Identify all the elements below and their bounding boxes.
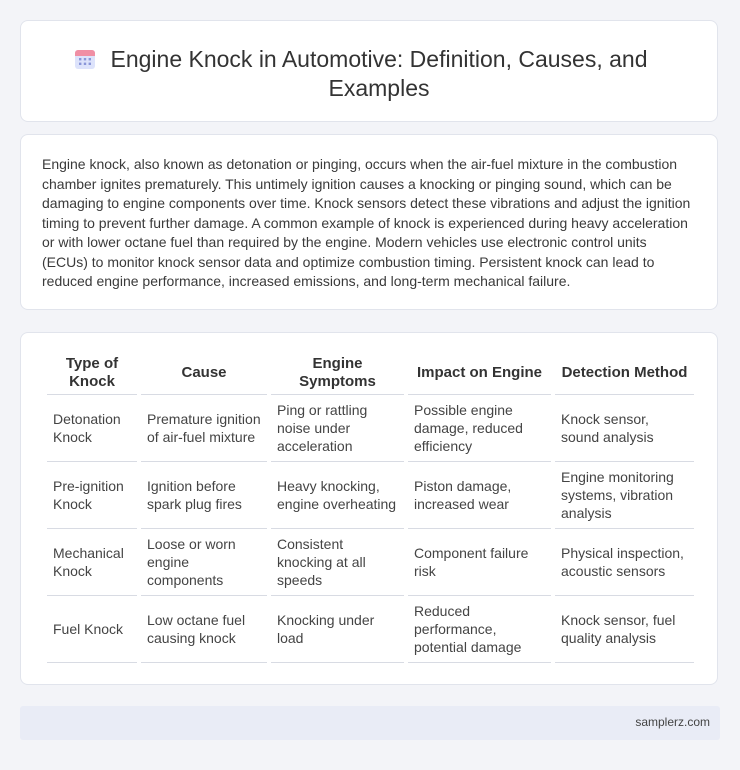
column-header: Engine Symptoms	[271, 351, 404, 395]
table-cell: Ignition before spark plug fires	[141, 462, 267, 529]
table-cell: Heavy knocking, engine overheating	[271, 462, 404, 529]
table-row	[47, 462, 694, 529]
intro-paragraph: Engine knock, also known as detonation or pinging, occurs when the air-fuel mixture in the combustion chamber ignites prematurely. This untimely ignition causes a knocking or pinging sound, which can be damaging to engine components over time. Knock sensors detect these vibrations and adjust the ignition timing to prevent further damage. A common example of knock is experienced during heavy acceleration or with lower octane fuel than required by the engine. Modern vehicles use electronic control units (ECUs) to monitor knock sensor data and optimize combustion timing. Persistent knock can lead to reduced engine performance, increased emissions, and long-term mechanical failure.	[42, 156, 691, 289]
table-cell: Knock sensor, fuel quality analysis	[555, 596, 694, 663]
site-link[interactable]: samplerz.com	[635, 715, 710, 729]
table-cell: Knock sensor, sound analysis	[555, 395, 694, 462]
table-row	[47, 395, 694, 462]
table-card	[20, 332, 718, 685]
column-header: Impact on Engine	[408, 351, 551, 395]
table-cell: Low octane fuel causing knock	[141, 596, 267, 663]
header-card	[20, 20, 718, 122]
page-title: Engine Knock in Automotive: Definition, Causes, and Examples	[110, 46, 648, 101]
table-cell: Physical inspection, acoustic sensors	[555, 529, 694, 596]
table-cell: Fuel Knock	[47, 596, 137, 663]
column-header: Detection Method	[555, 351, 694, 395]
table-cell: Component failure risk	[408, 529, 551, 596]
table-cell: Mechanical Knock	[47, 529, 137, 596]
table-cell: Piston damage, increased wear	[408, 462, 551, 529]
table-cell: Detonation Knock	[47, 395, 137, 462]
table-cell: Loose or worn engine components	[141, 529, 267, 596]
table-cell: Ping or rattling noise under acceleration	[271, 395, 404, 462]
table-cell: Engine monitoring systems, vibration analysis	[555, 462, 694, 529]
table-cell: Pre-ignition Knock	[47, 462, 137, 529]
table-row	[47, 529, 694, 596]
table-row	[47, 596, 694, 663]
table-cell: Possible engine damage, reduced efficiency	[408, 395, 551, 462]
table-header-row	[47, 351, 694, 395]
intro-card	[20, 134, 718, 310]
table-cell: Knocking under load	[271, 596, 404, 663]
table-cell: Premature ignition of air-fuel mixture	[141, 395, 267, 462]
table-cell: Consistent knocking at all speeds	[271, 529, 404, 596]
column-header: Cause	[141, 351, 267, 395]
knock-types-table	[43, 351, 698, 663]
table-cell: Reduced performance, potential damage	[408, 596, 551, 663]
column-header: Type of Knock	[47, 351, 137, 395]
footer-bar	[20, 706, 720, 740]
